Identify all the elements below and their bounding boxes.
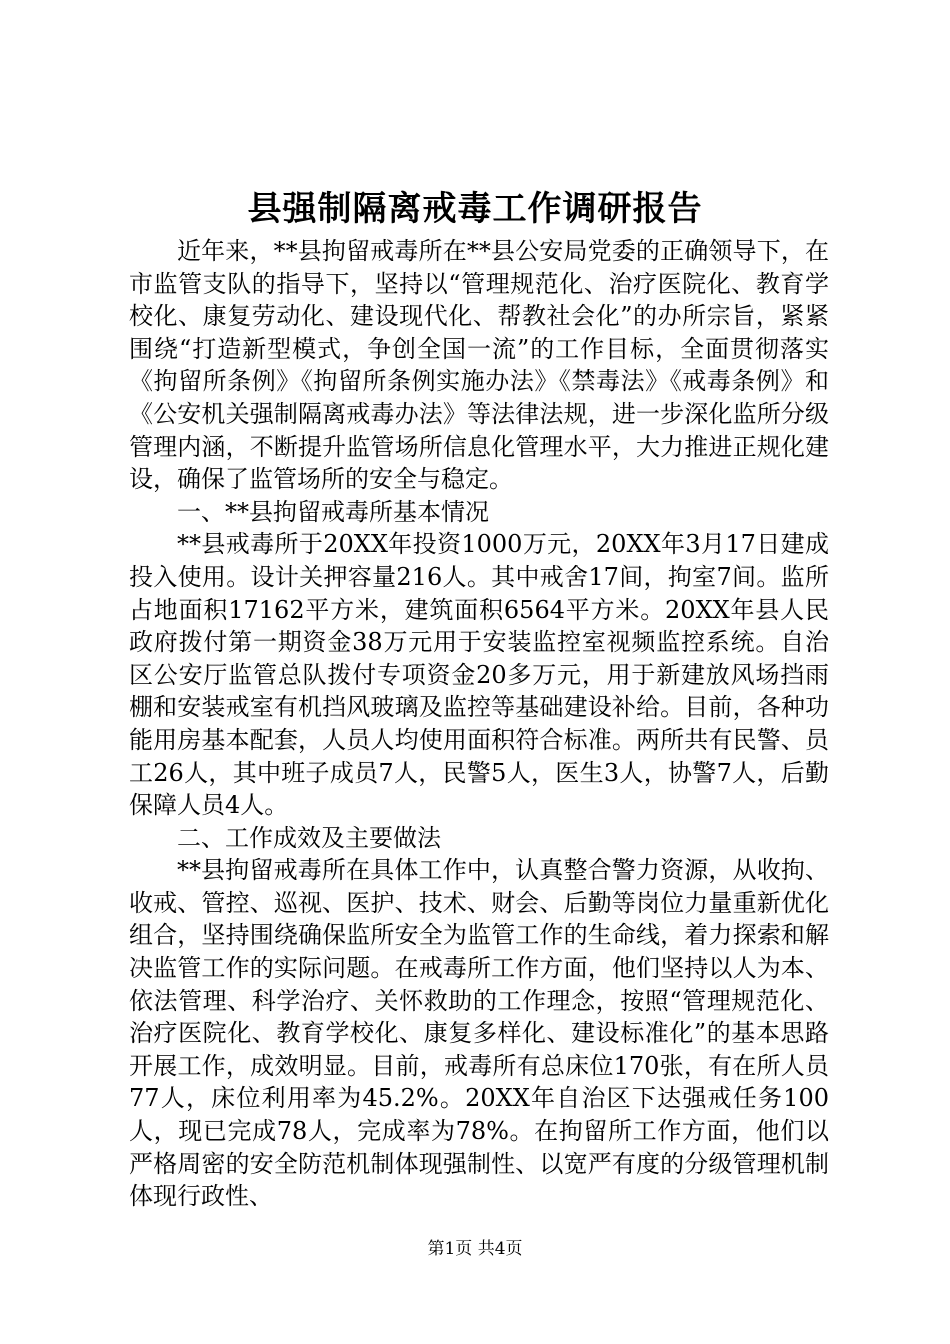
- page-number-footer: 第1页 共4页: [427, 1239, 523, 1259]
- paragraph-intro: 近年来，**县拘留戒毒所在**县公安局党委的正确领导下，在市监管支队的指导下，坚持以“管理规范化、治疗医院化、教育学校化、康复劳动化、建设现代化、帮教社会化”的办所宗旨，紧紧围绕“打造新型模式，争创全国一流”的工作目标，全面贯彻落实《拘留所条例》《拘留所条例实施办法》《禁毒法》《戒毒条例》和《公安机关强制隔离戒毒办法》等法律法规，进一步深化监所分级管理内涵，不断提升监管场所信息化管理水平，大力推进正规化建设，确保了监管场所的安全与稳定。: [129, 237, 829, 494]
- paragraph-achievements: **县拘留戒毒所在具体工作中，认真整合警力资源，从收拘、收戒、管控、巡视、医护、技术、财会、后勤等岗位力量重新优化组合，坚持围绕确保监所安全为监管工作的生命线，着力探索和解决监管工作的实际问题。在戒毒所工作方面，他们坚持以人为本、依法管理、科学治疗、关怀救助的工作理念，按照“管理规范化、治疗医院化、教育学校化、康复多样化、建设标准化”的基本思路开展工作，成效明显。目前，戒毒所有总床位170张，有在所人员77人，床位利用率为45.2%。20XX年自治区下达强戒任务100人，现已完成78人，完成率为78%。在拘留所工作方面，他们以严格周密的安全防范机制体现强制性、以宽严有度的分级管理机制体现行政性、: [129, 856, 829, 1211]
- paragraph-basic-info: **县戒毒所于20XX年投资1000万元，20XX年3月17日建成投入使用。设计关押容量216人。其中戒舍17间，拘室7间。监所占地面积17162平方米，建筑面积6564平方米。20XX年县人民政府拨付第一期资金38万元用于安装监控室视频监控系统。自治区公安厅监管总队拨付专项资金20多万元，用于新建放风场挡雨棚和安装戒室有机挡风玻璃及监控等基础建设补给。目前，各种功能用房基本配套，人员人均使用面积符合标准。两所共有民警、员工26人，其中班子成员7人，民警5人，医生3人，协警7人，后勤保障人员4人。: [129, 530, 829, 820]
- document-body: [129, 235, 829, 1213]
- section-heading-basic-info: 一、**县拘留戒毒所基本情况: [177, 497, 489, 526]
- section-heading-achievements: 二、工作成效及主要做法: [177, 823, 441, 852]
- document-title: 县强制隔离戒毒工作调研报告: [247, 189, 703, 229]
